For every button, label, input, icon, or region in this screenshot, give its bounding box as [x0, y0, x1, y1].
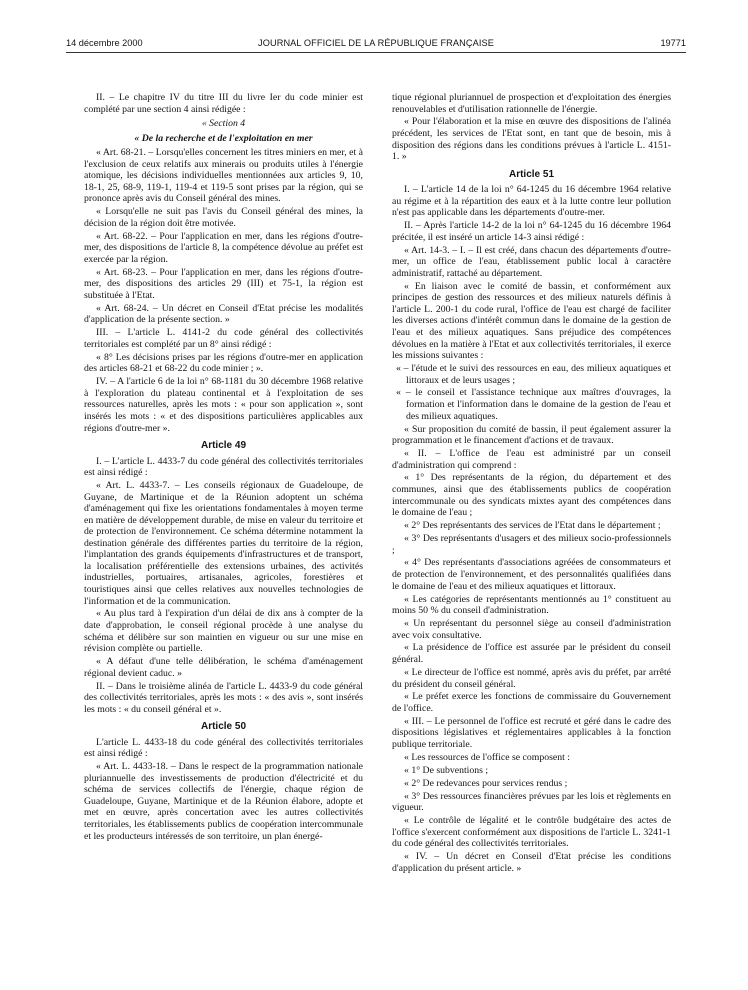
list-item: « – l'étude et le suivi des ressources en eau, des milieux aquatiques et littoraux et de leurs usages ; — [396, 362, 671, 386]
section-heading: « Section 4 — [201, 118, 246, 130]
header-rule — [66, 52, 686, 53]
right-column — [392, 92, 671, 876]
list-item: « – le conseil et l'assistance technique aux maîtres d'ouvrages, la formation et l'information dans le domaine de la gestion de l'eau et des milieux aquatiques. — [396, 387, 671, 422]
paragraph: I. – L'article 14 de la loi n° 64-1245 du 16 décembre 1964 relative au régime et à la répartition des eaux et à la lutte contre leur pollution n'est pas applicable dans les départements d'outre-mer. — [392, 184, 671, 219]
article-heading: Article 49 — [200, 440, 247, 452]
paragraph: « La présidence de l'office est assurée par le président du conseil général. — [392, 642, 671, 666]
paragraph: « Le directeur de l'office est nommé, après avis du préfet, par arrêté du président du conseil général. — [392, 666, 671, 690]
paragraph: « Art. 68-24. – Un décret en Conseil d'Etat précise les modalités d'application de la présente section. » — [84, 302, 363, 326]
article-heading: Article 50 — [200, 721, 247, 733]
paragraph: « A défaut d'une telle délibération, le schéma d'aménagement régional devient caduc. » — [84, 656, 363, 679]
paragraph: « Pour l'élaboration et la mise en œuvre des dispositions de l'alinéa précédent, les services de l'Etat sont, en tant que de besoin, mis à disposition des régions dans les conditions prévues à l'article L. 4151-1. » — [392, 116, 671, 163]
paragraph: « Les catégories de représentants mentionnés au 1° constituent au moins 50 % du conseil d'administration. — [392, 593, 671, 617]
paragraph: « Art. 68-23. – Pour l'application en mer, dans les régions d'outre-mer, des dispositions des articles 29 (III) et 75-1, la région est substituée à l'Etat. — [84, 266, 363, 301]
paragraph: « II. – L'office de l'eau est administré par un conseil d'administration qui comprend : — [392, 447, 671, 471]
header-date: 14 décembre 2000 — [66, 38, 143, 48]
paragraph: « Un représentant du personnel siège au conseil d'administration avec voix consultative. — [392, 617, 671, 641]
paragraph: « 2° Des représentants des services de l'Etat dans le département ; — [404, 520, 661, 532]
paragraph: « 1° De subventions ; — [404, 764, 489, 776]
paragraph: « Les ressources de l'office se composent : — [404, 751, 570, 763]
paragraph: « 4° Des représentants d'associations agréées de consommateurs et de protection de l'environnement, et des personnalités qualifiées dans le domaine de l'eau et des milieux aquatiques et littoraux. — [392, 557, 671, 592]
paragraph: « Sur proposition du comité de bassin, il peut également assurer la programmation et le financement d'actions et de travaux. — [392, 423, 671, 447]
paragraph: « Le contrôle de légalité et le contrôle budgétaire des actes de l'office s'exercent conformément aux dispositions de l'article L. 3241-1 du code général des collectivités territoriales. — [392, 815, 671, 850]
paragraph: III. – L'article L. 4141-2 du code général des collectivités territoriales est complété par un 8° ainsi rédigé : — [84, 327, 363, 350]
paragraph: « 8° Les décisions prises par les régions d'outre-mer en application des articles 68-21 et 68-22 du code minier ; ». — [84, 351, 363, 375]
paragraph: « Le préfet exerce les fonctions de commissaire du Gouvernement de l'office. — [392, 691, 671, 714]
article-heading: Article 51 — [508, 168, 555, 180]
paragraph: II. – Après l'article 14-2 de la loi n° 64-1245 du 16 décembre 1964 précitée, il est inséré un article 14-3 ainsi rédigé : — [392, 220, 671, 243]
paragraph: « 1° Des représentants de la région, du département et des communes, ainsi que des établissements publics de coopération intercommunale ou des syndicats mixtes ayant des compétences dans le domaine de l'eau ; — [392, 472, 671, 519]
paragraph: IV. – A l'article 6 de la loi n° 68-1181 du 30 décembre 1968 relative à l'exploration du plateau continental et à l'exploitation de ses ressources naturelles, après les mots : « pour son application », sont insérés les mots : « et des dispositions particulières applicables aux régions d'outre-mer ». — [84, 376, 363, 434]
left-column — [84, 92, 363, 843]
paragraph: « III. – Le personnel de l'office est recruté et géré dans le cadre des dispositions législatives et réglementaires applicables à la fonction publique territoriale. — [392, 715, 671, 751]
page-header — [66, 38, 686, 52]
paragraph: tique régional pluriannuel de prospection et d'exploitation des énergies renouvelables et d'utilisation rationnelle de l'énergie. — [392, 92, 671, 115]
header-title: JOURNAL OFFICIEL DE LA RÉPUBLIQUE FRANÇAISE — [258, 38, 494, 48]
paragraph: « IV. – Un décret en Conseil d'Etat précise les conditions d'application du présent article. » — [392, 851, 671, 874]
paragraph: II. – Dans le troisième alinéa de l'article L. 4433-9 du code général des collectivités territoriales, après les mots : « des avis », sont insérés les mots : « du conseil général et ». — [84, 680, 363, 715]
section-title: « De la recherche et de l'exploitation en mer — [134, 132, 313, 144]
paragraph: « Au plus tard à l'expiration d'un délai de dix ans à compter de la date d'approbation, le conseil régional procède à une analyse du schéma et délibère sur son maintien en vigueur ou sur une mise en révision complète ou partielle. — [84, 608, 363, 655]
paragraph: « 2° De redevances pour services rendus ; — [404, 777, 568, 789]
paragraph: « Lorsqu'elle ne suit pas l'avis du Conseil général des mines, la décision de la région doit être motivée. — [84, 206, 363, 229]
paragraph: « Art. 68-21. – Lorsqu'elles concernent les titres miniers en mer, et à l'exclusion de ceux relatifs aux minerais ou produits utiles à l'énergie atomique, les décisions individuelles mentionnées aux articles 9, 10, 18-1, 25, 68-9, 119-1, 119-4 et 119-5 sont prises par la région, qui se prononce après avis du Conseil général des mines. — [84, 147, 363, 205]
paragraph: « Art. 68-22. – Pour l'application en mer, dans les régions d'outre-mer, des dispositions de l'article 8, la compétence dévolue au préfet est exercée par la région. — [84, 230, 363, 265]
paragraph: L'article L. 4433-18 du code général des collectivités territoriales est ainsi rédigé : — [84, 736, 363, 760]
paragraph: « 3° Des ressources financières prévues par les lois et règlements en vigueur. — [392, 790, 671, 814]
paragraph: I. – L'article L. 4433-7 du code général des collectivités territoriales est ainsi rédigé : — [84, 455, 363, 479]
header-page-number: 19771 — [660, 38, 686, 48]
paragraph: « Art. L. 4433-7. – Les conseils régionaux de Guadeloupe, de Guyane, de Martinique et de la Réunion adoptent un schéma d'aménagement qui fixe les orientations fondamentales à moyen terme en matière de développement durable, de mise en valeur du territoire et de protection de l'environnement. Ce schéma détermine notamment la destination générale des différentes parties du territoire de la région, l'implantation des grands équipements d'infrastructures et de transport, la localisation préférentielle des extensions urbaines, des activités industrielles, portuaires, artisanales, agricoles, forestières et touristiques ainsi que celles relatives aux nouvelles technologies de l'information et de la communication. — [84, 480, 363, 607]
paragraph: « Art. L. 4433-18. – Dans le respect de la programmation nationale pluriannuelle des investissements de production d'électricité et du schéma de services collectifs de l'énergie, chaque région de Guadeloupe, Guyane, Martinique et de la Réunion élabore, adopte et met en œuvre, après concertation avec les autres collectivités territoriales, les établissements publics de coopération intercommunale et les producteurs intéressés de son territoire, un plan énergé- — [84, 761, 363, 842]
paragraph: « Art. 14-3. – I. – Il est créé, dans chacun des départements d'outre-mer, un office de l'eau, établissement public local à caractère administratif, rattaché au département. — [392, 244, 671, 279]
paragraph: II. – Le chapitre IV du titre III du livre Ier du code minier est complété par une section 4 ainsi rédigée : — [84, 92, 363, 115]
paragraph: « En liaison avec le comité de bassin, et conformément aux principes de gestion des ressources et des milieux naturels définis à l'article L. 200-1 du code rural, l'office de l'eau est chargé de faciliter les diverses actions d'intérêt commun dans le domaine de la gestion de l'eau et des milieux aquatiques. Sans préjudice des compétences dévolues en la matière à l'Etat et aux collectivités territoriales, il exerce les missions suivantes : — [392, 280, 671, 362]
paragraph: « 3° Des représentants d'usagers et des milieux socio-professionnels ; — [392, 532, 671, 556]
